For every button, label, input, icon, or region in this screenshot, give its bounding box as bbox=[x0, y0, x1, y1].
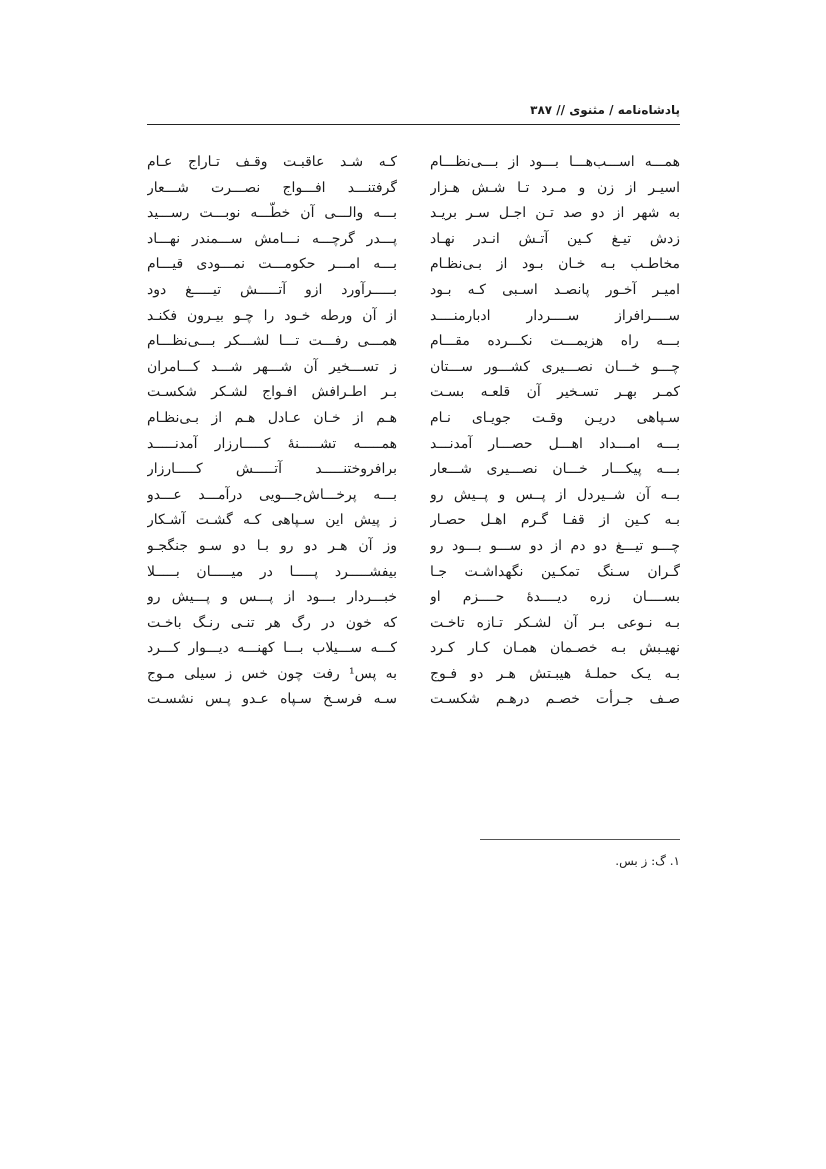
verse-line: سـپاهی دریـن وقـت جویـای نـام bbox=[430, 409, 680, 426]
header-rule bbox=[147, 124, 680, 125]
verse-line: همـــه اســـب‌هـــا بـــود از بـــی‌نظـــام bbox=[430, 154, 680, 170]
header-title: پادشاه‌نامه / مثنوی // ۳۸۷ bbox=[530, 103, 680, 117]
verse-line: همـــی رفـــت تـــا لشـــکر بـــی‌نظـــام bbox=[147, 333, 397, 350]
verse-line: خبـــردار بـــود از پـــس و پـــیش رو bbox=[147, 589, 397, 606]
verse-line: بـــه امـــداد اهـــل حصـــار آمدنـــد bbox=[430, 435, 680, 452]
poem-left-column bbox=[147, 150, 397, 713]
verse-line: که خون در رگ هر تنـی رنـگ باخـت bbox=[147, 614, 397, 631]
verse-line: بـــه امـــر حکومـــت نمـــودی قیـــام bbox=[147, 256, 397, 273]
poem-right-column bbox=[430, 150, 680, 713]
verse-line: بـه کـین از قفـا گـرم اهـل حصـار bbox=[430, 512, 680, 529]
verse-line: نهیـبش بـه خصـمان همـان کـار کـرد bbox=[430, 640, 680, 657]
verse-line: وز آن هـر دو رو بـا دو سـو جنگجـو bbox=[147, 537, 397, 554]
verse-line: کـــه ســـیلاب بـــا کهنـــه دیـــوار کـــرد bbox=[147, 640, 397, 657]
verse-line: بـه یـک حملـۀ هیبـتش هـر دو فـوج bbox=[430, 665, 680, 682]
verse-line: بـــه پیکـــار خـــان نصـــیری شـــعار bbox=[430, 461, 680, 478]
verse-line: اسیـر از زن و مـرد تـا شـش هـزار bbox=[430, 179, 680, 196]
verse-line: زدش تیـغ کـین آتـش انـدر نهـاد bbox=[430, 230, 680, 247]
verse-line: چـــو تیـــغ دو دم از دو ســـو بـــود رو bbox=[430, 537, 680, 554]
verse-line: برافروختنـــــد آتـــــش کـــــارزار bbox=[147, 461, 397, 478]
verse-line: بـر اطـرافش افـواج لشـکر شکسـت bbox=[147, 384, 397, 401]
verse-line: بـــه والـــی آن خطّـــه نوبـــت رســـید bbox=[147, 205, 397, 222]
verse-line: به شهر از دو صد تـن اجـل سـر بریـد bbox=[430, 205, 680, 222]
verse-line: ســــرافراز ســــردار ادبارمنــــد bbox=[430, 307, 680, 324]
verse-line: چـــو خـــان نصـــیری کشـــور ســـتان bbox=[430, 358, 680, 375]
verse-line: بـــه راه هزیمـــت نکـــرده مقـــام bbox=[430, 333, 680, 350]
running-header bbox=[147, 103, 680, 125]
verse-line: سـه فرسـخ سـپاه عـدو پـس نشسـت bbox=[147, 691, 397, 708]
verse-line: صـف جـرأت خصـم درهـم شکسـت bbox=[430, 691, 680, 708]
footnote-rule bbox=[480, 839, 680, 840]
verse-line: ز تســـخیر آن شـــهر شـــد کـــامران bbox=[147, 358, 397, 375]
verse-line: ز پیش این سـپاهی کـه گشـت آشـکار bbox=[147, 512, 397, 529]
verse-line: بـــه پرخـــاش‌جـــویی درآمـــد عـــدو bbox=[147, 486, 397, 503]
verse-line: بســــان زره دیــــدۀ حــــزم او bbox=[430, 589, 680, 606]
verse-line: به پس¹ رفت چون خس ز سیلی مـوج bbox=[147, 665, 397, 682]
verse-line: همـــــه تشـــــنۀ کـــــارزار آمدنـــــد bbox=[147, 435, 397, 452]
verse-line: پـــدر گرچـــه نـــامش ســـمندر نهـــاد bbox=[147, 230, 397, 247]
verse-line: مخاطـب بـه خـان بـود از بـی‌نظـام bbox=[430, 256, 680, 273]
verse-line: هـم از خـان عـادل هـم از بـی‌نظـام bbox=[147, 409, 397, 426]
verse-line: بـــــرآورد ازو آتـــــش تیـــــغ دود bbox=[147, 281, 397, 298]
verse-line: امیـر آخـور پانصـد اسـبی کـه بـود bbox=[430, 281, 680, 298]
verse-line: بیفشـــــرد پـــــا در میـــــان بـــــلا bbox=[147, 563, 397, 580]
verse-line: بـه نـوعی بـر آن لشـکر تـازه تاخـت bbox=[430, 614, 680, 631]
verse-line: کـه شـد عاقبـت وقـف تـاراج عـام bbox=[147, 154, 397, 170]
verse-line: گـران سـنگ تمکـین نگهداشـت جـا bbox=[430, 563, 680, 580]
verse-line: بــه آن شــیردل از پــس و پــیش رو bbox=[430, 486, 680, 503]
footnote: ۱. گ: ز بس. bbox=[615, 854, 680, 868]
verse-line: گرفتنـــد افـــواج نصـــرت شـــعار bbox=[147, 179, 397, 196]
verse-line: کمـر بهـر تسـخیر آن قلعـه بسـت bbox=[430, 384, 680, 401]
verse-line: از آن ورطه خـود را چـو بیـرون فکنـد bbox=[147, 307, 397, 324]
